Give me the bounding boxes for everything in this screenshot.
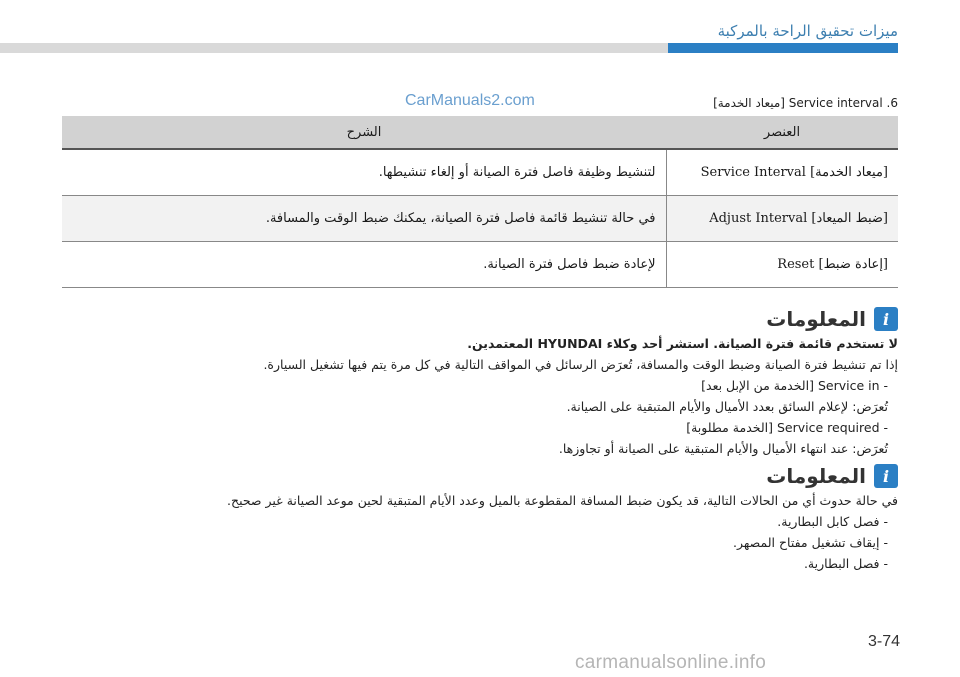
note-bullet: - إيقاف تشغيل مفتاح المصهر.: [733, 535, 888, 550]
table-cell-description: في حالة تنشيط قائمة فاصل فترة الصيانة، يمكنك ضبط الوقت والمسافة.: [62, 196, 666, 242]
table-cell-description: لإعادة ضبط فاصل فترة الصيانة.: [62, 242, 666, 288]
column-header-item: العنصر: [666, 116, 898, 149]
table-row: [62, 149, 898, 196]
column-header-description: الشرح: [62, 116, 666, 149]
table-row: [62, 196, 898, 242]
note-line: إذا تم تنشيط فترة الصيانة وضبط الوقت والمسافة، تُعرَض الرسائل في المواقف التالية في كل مرة يتم فيها تشغيل السيارة.: [263, 357, 898, 372]
note-line: لا تستخدم قائمة فترة الصيانة. استشر أحد وكلاء HYUNDAI المعتمدين.: [467, 336, 898, 351]
note-bullet: - فصل البطارية.: [803, 556, 888, 571]
header-rule-accent: [668, 43, 898, 53]
page-number: 3-74: [868, 633, 901, 650]
note-bullet: - Service in [الخدمة من الإبل بعد]: [701, 378, 888, 393]
note-header: [62, 305, 898, 333]
note-title: المعلومات: [766, 464, 866, 488]
table-cell-item: [ضبط الميعاد] Adjust Interval: [666, 196, 898, 242]
section-title: 6. Service interval [ميعاد الخدمة]: [713, 96, 898, 110]
info-icon: i: [874, 307, 898, 331]
table-cell-item: [ميعاد الخدمة] Service Interval: [666, 149, 898, 196]
info-note-1: [62, 305, 898, 459]
note-header: [62, 462, 898, 490]
note-bullet: - فصل كابل البطارية.: [777, 514, 888, 529]
table-cell-item: [إعادة ضبط] Reset: [666, 242, 898, 288]
table-row: [62, 242, 898, 288]
info-icon: i: [874, 464, 898, 488]
chapter-title: ميزات تحقيق الراحة بالمركبة: [717, 22, 898, 40]
info-note-2: [62, 462, 898, 574]
note-bullet: - Service required [الخدمة مطلوبة]: [686, 420, 888, 435]
note-line: تُعرَض: لإعلام السائق بعدد الأميال والأيام المتبقية على الصيانة.: [566, 399, 888, 414]
watermark-bottom[interactable]: carmanualsonline.info: [575, 652, 767, 673]
note-line: تُعرَض: عند انتهاء الأميال والأيام المتبقية على الصيانة أو تجاوزها.: [558, 441, 888, 456]
table-header-row: [62, 116, 898, 149]
watermark-top[interactable]: CarManuals2.com: [405, 92, 535, 109]
note-title: المعلومات: [766, 307, 866, 331]
note-line: في حالة حدوث أي من الحالات التالية، قد يكون ضبط المسافة المقطوعة بالميل وعدد الأيام المتبقية لحين موعد الصيانة غير صحيح.: [227, 493, 898, 508]
table-cell-description: لتنشيط وظيفة فاصل فترة الصيانة أو إلغاء تنشيطها.: [62, 149, 666, 196]
service-interval-table: [62, 116, 898, 288]
header-rule: [0, 43, 668, 53]
